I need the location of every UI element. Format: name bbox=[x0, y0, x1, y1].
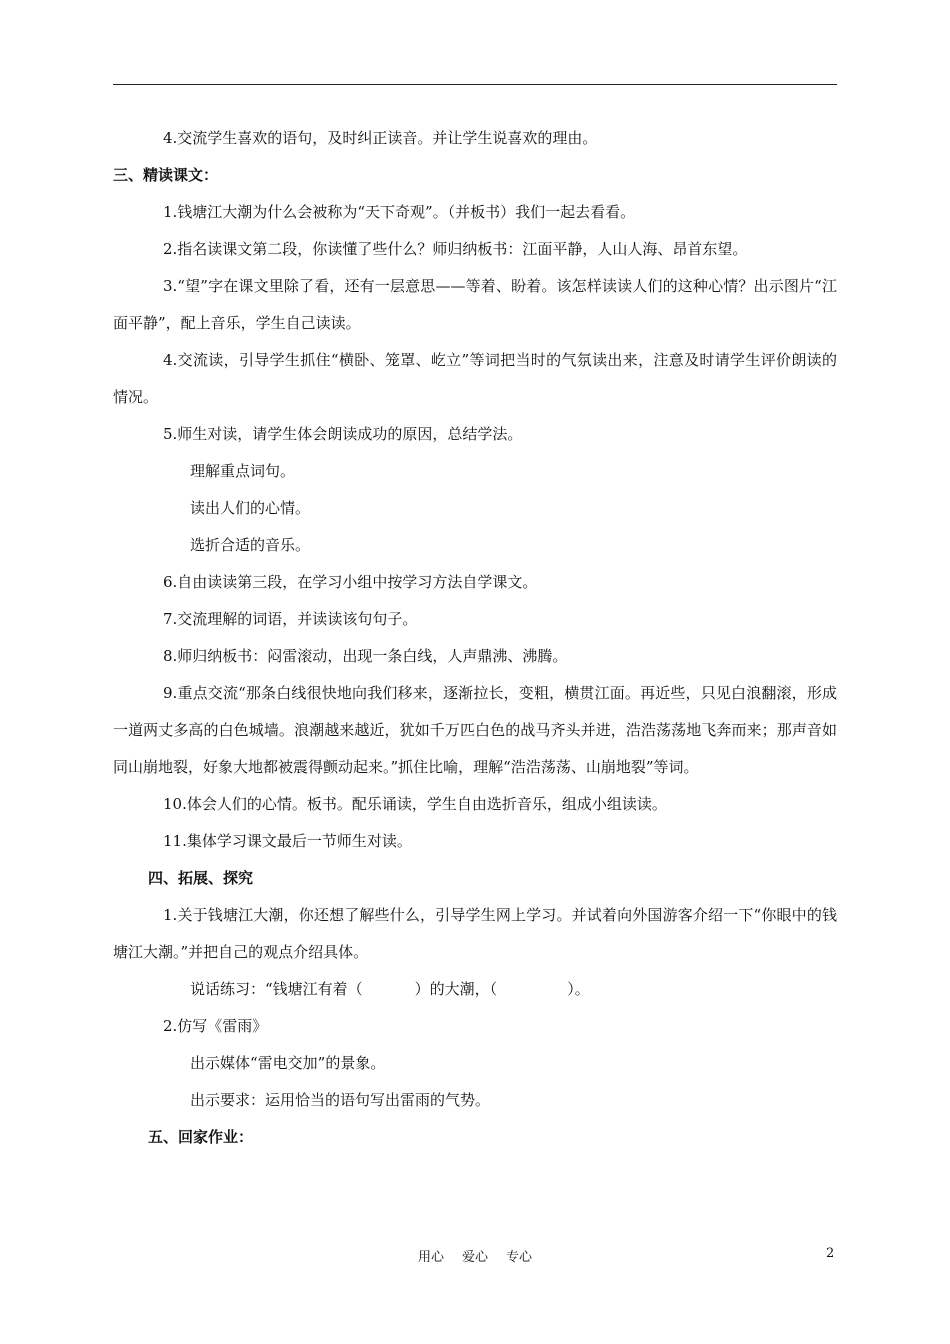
paragraph: 1.钱塘江大潮为什么会被称为“天下奇观”。（并板书）我们一起去看看。 bbox=[163, 203, 636, 221]
paragraph: 4.交流学生喜欢的语句，及时纠正读音。并让学生说喜欢的理由。 bbox=[163, 129, 598, 147]
page-number: 2 bbox=[826, 1246, 835, 1261]
sub-item: 选折合适的音乐。 bbox=[190, 536, 311, 554]
footer-slogan bbox=[0, 1246, 950, 1265]
paragraph: 2.仿写《雷雨》 bbox=[163, 1017, 268, 1035]
paragraph: 3.“望”字在课文里除了看，还有一层意思——等着、盼着。该怎样读读人们的这种心情？出示图片“江面平静”，配上音乐，学生自己读读。 bbox=[113, 277, 837, 332]
footer-slogan-2: 爱心 bbox=[461, 1250, 488, 1265]
practice-text-c: ）。 bbox=[567, 980, 590, 998]
footer-slogan-1: 用心 bbox=[417, 1250, 444, 1265]
practice-text-b: ）的大潮，（ bbox=[414, 980, 498, 998]
paragraph: 6.自由读读第三段，在学习小组中按学习方法自学课文。 bbox=[163, 573, 538, 591]
sub-item: 读出人们的心情。 bbox=[190, 499, 311, 517]
section-heading: 四、拓展、探究 bbox=[148, 869, 254, 887]
paragraph: 8.师归纳板书：闷雷滚动，出现一条白线，人声鼎沸、沸腾。 bbox=[163, 647, 568, 665]
sub-item: 理解重点词句。 bbox=[190, 462, 296, 480]
paragraph: 2.指名读课文第二段，你读懂了些什么？师归纳板书：江面平静，人山人海、昂首东望。 bbox=[163, 240, 748, 258]
paragraph: 5.师生对读，请学生体会朗读成功的原因，总结学法。 bbox=[163, 425, 523, 443]
speaking-practice bbox=[113, 971, 837, 1008]
paragraph: 7.交流理解的词语，并读读该句句子。 bbox=[163, 610, 418, 628]
paragraph: 11.集体学习课文最后一节师生对读。 bbox=[163, 832, 412, 850]
paragraph: 9.重点交流“那条白线很快地向我们移来，逐渐拉长，变粗，横贯江面。再近些，只见白浪翻滚，形成一道两丈多高的白色城墙。浪潮越来越近，犹如千万匹白色的战马齐头并进，浩浩荡荡地飞奔而来；那声音如同山崩地裂，好象大地都被震得颤动起来。”抓住比喻，理解“浩浩荡荡、山崩地裂”等词。 bbox=[113, 684, 837, 776]
section-heading: 三、精读课文： bbox=[113, 166, 219, 184]
section-heading: 五、回家作业： bbox=[148, 1128, 254, 1146]
practice-text-a: 说话练习：“钱塘江有着（ bbox=[190, 980, 363, 998]
paragraph: 10.体会人们的心情。板书。配乐诵读，学生自由选折音乐，组成小组读读。 bbox=[163, 795, 667, 813]
paragraph: 4.交流读，引导学生抓住“横卧、笼罩、屹立”等词把当时的气氛读出来，注意及时请学生评价朗读的情况。 bbox=[113, 351, 837, 406]
sub-item: 出示媒体“雷电交加”的景象。 bbox=[190, 1054, 386, 1072]
sub-item: 出示要求：运用恰当的语句写出雷雨的气势。 bbox=[190, 1091, 491, 1109]
footer-slogan-3: 专心 bbox=[506, 1250, 533, 1265]
paragraph: 1.关于钱塘江大潮，你还想了解些什么，引导学生网上学习。并试着向外国游客介绍一下“你眼中的钱塘江大潮。”并把自己的观点介绍具体。 bbox=[113, 906, 837, 961]
document-body bbox=[113, 120, 837, 1156]
header-rule bbox=[113, 84, 837, 85]
